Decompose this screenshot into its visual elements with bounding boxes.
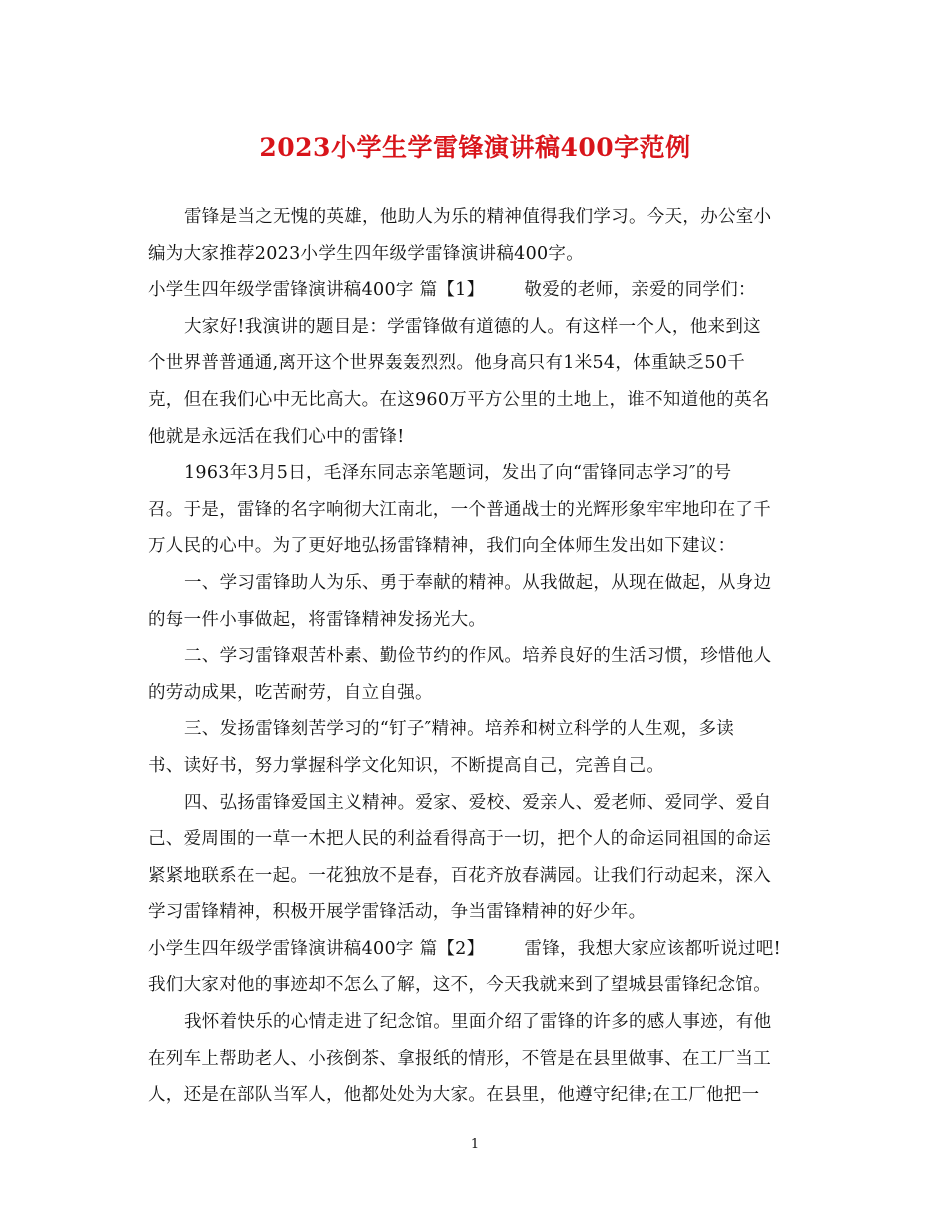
text-line: [148, 345, 808, 382]
text-line: [148, 675, 808, 712]
text-line-content: 小学生四年级学雷锋演讲稿400字 篇【2】: [148, 938, 485, 959]
text-line-content: 他就是永远活在我们心中的雷锋!: [148, 426, 405, 447]
text-line: [148, 455, 808, 492]
text-line: [148, 1041, 808, 1078]
text-line: [148, 492, 808, 529]
text-line-content: 人，还是在部队当军人，他都处处为大家。在县里，他遵守纪律;在工厂他把一: [148, 1085, 760, 1106]
text-line: [148, 785, 808, 822]
text-line-content: 己、爱周围的一草一木把人民的利益看得高于一切，把个人的命运同祖国的命运: [148, 829, 771, 850]
document-title: 2023小学生学雷锋演讲稿400字范例: [259, 133, 691, 162]
document-body: [148, 199, 808, 1114]
text-line: [148, 1004, 808, 1041]
text-line: [148, 199, 808, 236]
text-line-content: 雷锋是当之无愧的英雄，他助人为乐的精神值得我们学习。今天，办公室小: [184, 207, 772, 227]
text-line-content: 学习雷锋精神，积极开展学雷锋活动，争当雷锋精神的好少年。: [148, 902, 647, 923]
text-line: [148, 1077, 808, 1114]
text-line-content: 克，但在我们心中无比高大。在这960万平方公里的土地上，谁不知道他的英名: [148, 389, 770, 410]
text-line: [148, 967, 808, 1004]
text-line-content: 小学生四年级学雷锋演讲稿400字 篇【1】: [148, 280, 485, 301]
text-line: [148, 602, 808, 639]
text-line: [148, 711, 808, 748]
text-line-content: 召。于是，雷锋的名字响彻大江南北，一个普通战士的光辉形象牢牢地印在了千: [148, 499, 771, 520]
text-line: [148, 528, 808, 565]
text-line-tail: 敬爱的老师，亲爱的同学们：: [524, 280, 756, 301]
text-line: [148, 748, 808, 785]
text-line-content: 我们大家对他的事迹却不怎么了解，这不，今天我就来到了望城县雷锋纪念馆。: [148, 975, 771, 996]
text-line-content: 的每一件小事做起，将雷锋精神发扬光大。: [148, 609, 487, 630]
text-line-content: 的劳动成果，吃苦耐劳，自立自强。: [148, 682, 433, 703]
text-line: [148, 931, 808, 968]
text-line-content: 书、读好书，努力掌握科学文化知识，不断提高自己，完善自己。: [148, 755, 665, 776]
text-line: [148, 858, 808, 895]
text-line-tail: 雷锋，我想大家应该都听说过吧!: [524, 938, 781, 959]
text-line: [148, 382, 808, 419]
text-line-content: 1963年3月5日，毛泽东同志亲笔题词，发出了向“雷锋同志学习″的号: [184, 463, 732, 484]
text-line-content: 紧紧地联系在一起。一花独放不是春，百花齐放春满园。让我们行动起来，深入: [148, 865, 771, 886]
text-line-content: 个世界普普通通,离开这个世界轰轰烈烈。他身高只有1米54，体重缺乏50千: [148, 353, 746, 374]
text-line: [148, 821, 808, 858]
text-line-content: 编为大家推荐2023小学生四年级学雷锋演讲稿400字。: [148, 243, 585, 264]
text-line: [148, 272, 808, 309]
text-line-content: 三、发扬雷锋刻苦学习的“钉子″精神。培养和树立科学的人生观，多读: [184, 719, 735, 740]
text-line: [148, 565, 808, 602]
text-line-content: 我怀着快乐的心情走进了纪念馆。里面介绍了雷锋的许多的感人事迹，有他: [184, 1012, 772, 1033]
text-line: [148, 894, 808, 931]
text-line: [148, 236, 808, 273]
text-line: [148, 309, 808, 346]
text-line: [148, 638, 808, 675]
text-line-content: 万人民的心中。为了更好地弘扬雷锋精神，我们向全体师生发出如下建议：: [148, 536, 736, 557]
text-line-content: 二、学习雷锋艰苦朴素、勤俭节约的作风。培养良好的生活习惯，珍惜他人: [184, 646, 772, 667]
page-number: 1: [470, 1137, 480, 1152]
text-line: [148, 419, 808, 456]
text-line-content: 在列车上帮助老人、小孩倒茶、拿报纸的情形，不管是在县里做事、在工厂当工: [148, 1048, 771, 1069]
text-line-content: 大家好!我演讲的题目是：学雷锋做有道德的人。有这样一个人，他来到这: [184, 316, 761, 337]
text-line-content: 四、弘扬雷锋爱国主义精神。爱家、爱校、爱亲人、爱老师、爱同学、爱自: [184, 792, 772, 813]
text-line-content: 一、学习雷锋助人为乐、勇于奉献的精神。从我做起，从现在做起，从身边: [184, 572, 772, 593]
